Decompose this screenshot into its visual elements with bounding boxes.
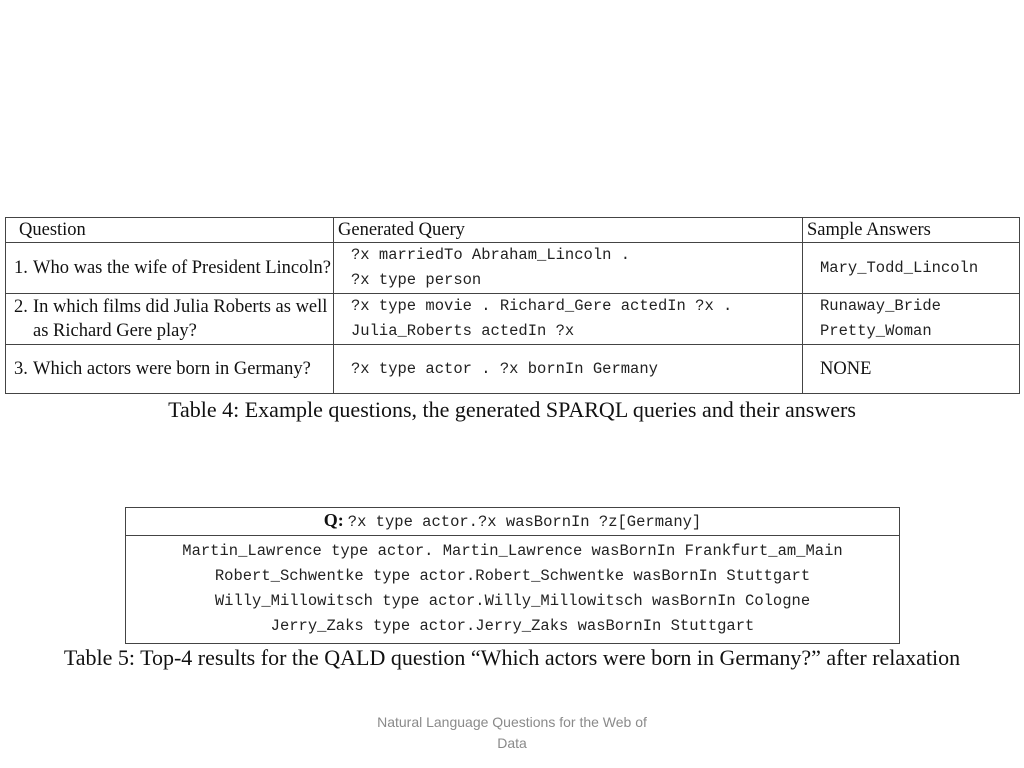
table-row: [6, 243, 1020, 294]
answer-cell: [803, 294, 1020, 345]
results-cell: [126, 536, 900, 644]
table5-caption: Table 5: Top-4 results for the QALD question “Which actors were born in Germany?” after relaxation: [63, 645, 961, 670]
question-cell: 2. In which films did Julia Roberts as well as Richard Gere play?: [6, 294, 334, 345]
query-line: Julia_Roberts actedIn ?x: [351, 322, 575, 340]
query-cell: [334, 243, 803, 294]
q-label: Q:: [323, 510, 344, 530]
query-line: ?x type actor . ?x bornIn Germany: [351, 359, 658, 378]
query-line: ?x type movie . Richard_Gere actedIn ?x .: [351, 297, 733, 315]
question-text: In which films did Julia Roberts as well as Richard Gere play?: [33, 297, 328, 341]
results-row: [126, 536, 900, 644]
question-cell: 3. Which actors were born in Germany?: [6, 345, 334, 394]
answer-value: Pretty_Woman: [820, 322, 932, 340]
footer-line: Natural Language Questions for the Web of: [377, 714, 647, 730]
query-cell: [334, 345, 803, 394]
answer-value: Mary_Todd_Lincoln: [820, 258, 979, 277]
query-header-cell: [126, 508, 900, 536]
question-text: Which actors were born in Germany?: [33, 359, 311, 379]
result-line: Jerry_Zaks type actor.Jerry_Zaks wasBornIn Stuttgart: [270, 617, 755, 635]
table4-caption: Table 4: Example questions, the generated SPARQL queries and their answers: [168, 397, 856, 422]
query-header-row: [126, 508, 900, 536]
answer-cell: [803, 345, 1020, 394]
table-row: [6, 294, 1020, 345]
query-line: ?x type person: [351, 271, 482, 289]
footer-line: Data: [497, 735, 527, 751]
table-row: [6, 345, 1020, 394]
column-header-generated-query: Generated Query: [334, 218, 803, 243]
column-header-sample-answers: Sample Answers: [803, 218, 1020, 243]
result-line: Martin_Lawrence type actor. Martin_Lawrence wasBornIn Frankfurt_am_Main: [182, 542, 843, 560]
question-cell: 1. Who was the wife of President Lincoln?: [6, 243, 334, 294]
table-header-row: [6, 218, 1020, 243]
result-line: Willy_Millowitsch type actor.Willy_Millowitsch wasBornIn Cologne: [214, 592, 811, 610]
answer-value: NONE: [820, 358, 872, 379]
example-questions-table: [5, 217, 1020, 394]
question-text: Who was the wife of President Lincoln?: [33, 258, 331, 278]
query-line: ?x marriedTo Abraham_Lincoln .: [351, 246, 631, 264]
result-line: Robert_Schwentke type actor.Robert_Schwentke wasBornIn Stuttgart: [214, 567, 811, 585]
relaxation-results-table: [125, 507, 900, 644]
column-header-question: Question: [6, 218, 334, 243]
answer-cell: [803, 243, 1020, 294]
slide-footer: [352, 712, 672, 754]
answer-value: Runaway_Bride: [820, 297, 941, 315]
query-cell: [334, 294, 803, 345]
q-query-text: ?x type actor.?x wasBornIn ?z[Germany]: [347, 513, 702, 531]
